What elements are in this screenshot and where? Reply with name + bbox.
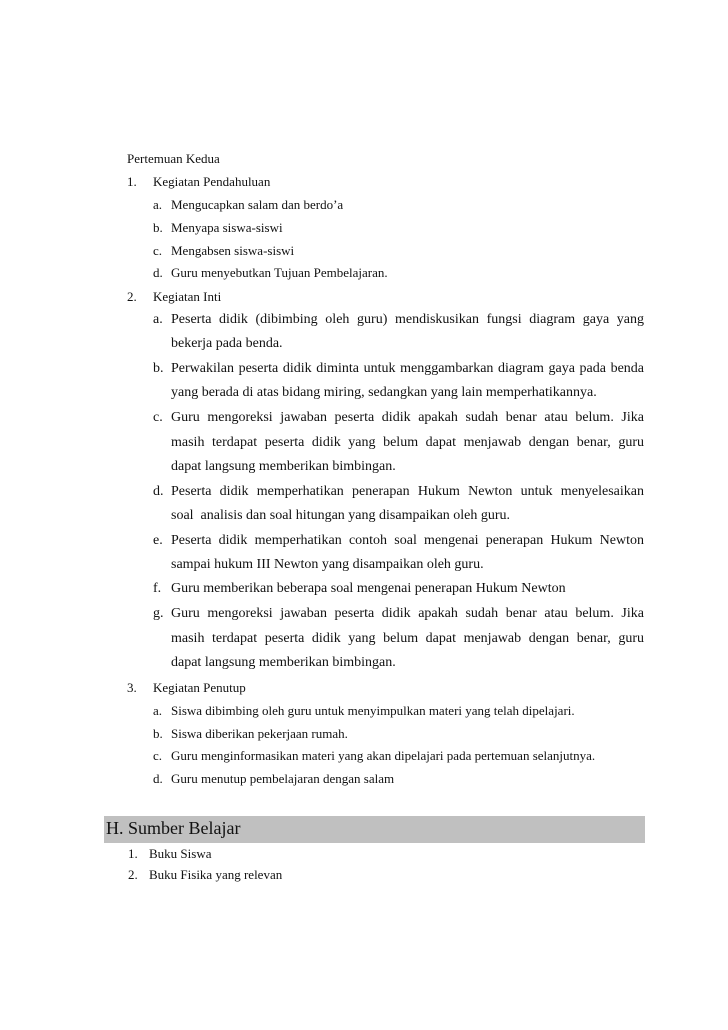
item-line: Peserta didik memperhatikan penerapan Hukum Newton untuk menyelesaikan <box>171 484 644 499</box>
activity-title: Kegiatan Penutup <box>153 680 246 695</box>
item-text: Guru menginformasikan materi yang akan dipelajari pada pertemuan selanjutnya. <box>171 748 596 763</box>
item-letter: a. <box>153 312 163 327</box>
section-heading: H. Sumber Belajar <box>106 818 241 838</box>
item-letter: b. <box>153 361 164 376</box>
item-letter: c. <box>153 748 163 763</box>
activity-number: 3. <box>127 680 137 695</box>
item-letter: d. <box>153 771 163 786</box>
item-letter: g. <box>153 606 164 621</box>
item-line: dapat langsung memberikan bimbingan. <box>171 459 396 474</box>
item-line: Perwakilan peserta didik diminta untuk menggambarkan diagram gaya pada benda <box>171 361 644 376</box>
activity-number: 2. <box>127 289 137 304</box>
item-line: Guru mengoreksi jawaban peserta didik apakah sudah benar atau belum. Jika <box>171 410 644 425</box>
item-text: Guru menyebutkan Tujuan Pembelajaran. <box>171 265 388 280</box>
item-letter: d. <box>153 484 164 499</box>
item-line: sampai hukum III Newton yang disampaikan oleh guru. <box>171 557 484 572</box>
item-letter: a. <box>153 703 163 718</box>
source-text: Buku Siswa <box>149 846 212 861</box>
item-line: bekerja pada benda. <box>171 336 283 351</box>
source-number: 2. <box>128 867 138 882</box>
section-title: Pertemuan Kedua <box>127 151 220 166</box>
item-text: Siswa diberikan pekerjaan rumah. <box>171 726 348 741</box>
item-line: soal analisis dan soal hitungan yang disampaikan oleh guru. <box>171 508 511 523</box>
item-letter: b. <box>153 726 163 741</box>
item-line: Guru memberikan beberapa soal mengenai penerapan Hukum Newton <box>171 581 566 596</box>
item-text: Mengabsen siswa-siswi <box>171 243 295 258</box>
item-line: masih terdapat peserta didik yang belum dapat menjawab dengan benar, guru <box>171 435 644 450</box>
source-number: 1. <box>128 846 138 861</box>
activity-title: Kegiatan Pendahuluan <box>153 174 271 189</box>
item-letter: f. <box>153 581 162 596</box>
item-line: masih terdapat peserta didik yang belum dapat menjawab dengan benar, guru <box>171 631 644 646</box>
item-line: yang berada di atas bidang miring, sedangkan yang lain memperhatikannya. <box>171 385 597 400</box>
item-line: Peserta didik memperhatikan contoh soal mengenai penerapan Hukum Newton <box>171 533 644 548</box>
item-letter: a. <box>153 197 163 212</box>
item-text: Guru menutup pembelajaran dengan salam <box>171 771 395 786</box>
activity-number: 1. <box>127 174 137 189</box>
item-text: Siswa dibimbing oleh guru untuk menyimpulkan materi yang telah dipelajari. <box>171 703 575 718</box>
item-letter: e. <box>153 533 163 548</box>
activity-title: Kegiatan Inti <box>153 289 222 304</box>
item-letter: d. <box>153 265 163 280</box>
item-text: Mengucapkan salam dan berdo’a <box>171 197 344 212</box>
item-letter: b. <box>153 220 163 235</box>
source-text: Buku Fisika yang relevan <box>149 867 283 882</box>
item-line: Guru mengoreksi jawaban peserta didik apakah sudah benar atau belum. Jika <box>171 606 644 621</box>
item-line: dapat langsung memberikan bimbingan. <box>171 655 396 670</box>
item-letter: c. <box>153 243 163 258</box>
item-letter: c. <box>153 410 163 425</box>
item-text: Menyapa siswa-siswi <box>171 220 283 235</box>
item-line: Peserta didik (dibimbing oleh guru) mendiskusikan fungsi diagram gaya yang <box>171 312 644 327</box>
